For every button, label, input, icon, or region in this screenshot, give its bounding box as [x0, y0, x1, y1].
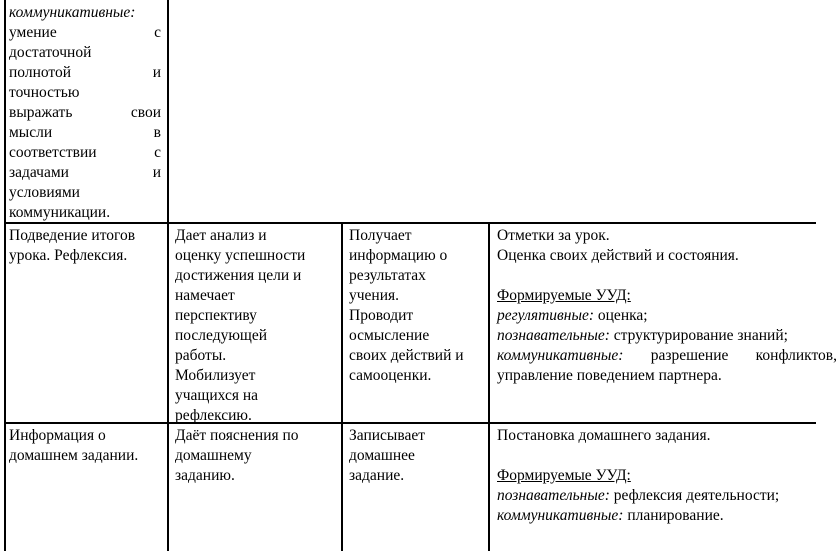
teacher-line: работы.	[175, 347, 227, 364]
summary-student-cell	[349, 226, 486, 386]
teacher-line: рефлексию.	[175, 407, 252, 424]
teacher-line: достижения цели и	[175, 267, 302, 284]
text-line: выражать свои	[9, 104, 161, 121]
table-divider-col2	[341, 222, 343, 551]
uud-comm-label: коммуникативные:	[9, 4, 136, 21]
teacher-line: Дает анализ и	[175, 227, 267, 244]
homework-stage-cell	[9, 426, 165, 466]
student-line: Получает	[349, 227, 412, 244]
uud-heading: Формируемые УУД:	[497, 467, 631, 484]
stage-line: урока. Рефлексия.	[9, 247, 128, 264]
stage-line: Подведение итогов	[9, 227, 136, 244]
teacher-line: Мобилизует	[175, 367, 256, 384]
summary-teacher-cell	[175, 226, 339, 426]
text-line: умение с	[9, 24, 161, 41]
teacher-line: домашнему	[175, 447, 252, 464]
student-line: осмысление	[349, 327, 430, 344]
teacher-line: оценку успешности	[175, 247, 306, 264]
uud-communicative-cont: управление поведением партнера.	[497, 367, 722, 384]
text-line: полнотой и	[9, 64, 161, 81]
student-line: задание.	[349, 467, 405, 484]
table-border-left	[4, 0, 6, 551]
student-line: домашнее	[349, 447, 415, 464]
uud-communicative: коммуникативные: разрешение конфликтов,	[497, 347, 837, 364]
text-line: точностью	[9, 84, 80, 101]
uud-cognitive: познавательные: рефлексия деятельности;	[497, 487, 780, 504]
homework-teacher-cell	[175, 426, 339, 486]
text-line: условиями	[9, 184, 80, 201]
homework-student-cell	[349, 426, 486, 486]
text-line: мысли в	[9, 124, 161, 141]
summary-stage-cell	[9, 226, 165, 266]
teacher-line: последующей	[175, 327, 268, 344]
uud-cognitive: познавательные: структурирование знаний;	[497, 327, 788, 344]
uud-regulative: регулятивные: оценка;	[497, 307, 648, 324]
student-line: Записывает	[349, 427, 425, 444]
text-line: соответствии с	[9, 144, 161, 161]
student-line: своих действий и	[349, 347, 464, 364]
homework-result-cell	[497, 426, 816, 526]
stage-line: домашнем задании.	[9, 447, 139, 464]
stage-line: Информация о	[9, 427, 106, 444]
teacher-line: Даёт пояснения по	[175, 427, 299, 444]
teacher-line: намечает	[175, 287, 235, 304]
table-divider-col3	[488, 222, 490, 551]
table-divider-col1	[167, 0, 169, 551]
teacher-line: перспективу	[175, 307, 257, 324]
uud-communicative: коммуникативные: планирование.	[497, 507, 724, 524]
result-line: Отметки за урок.	[497, 227, 610, 244]
result-line: Оценка своих действий и состояния.	[497, 247, 739, 264]
uud-heading: Формируемые УУД:	[497, 287, 631, 304]
text-line: задачами и	[9, 164, 161, 181]
top-row-uud-cell	[9, 3, 161, 223]
result-line: Постановка домашнего задания.	[497, 427, 711, 444]
student-line: результатах	[349, 267, 426, 284]
student-line: информацию о	[349, 247, 448, 264]
student-line: учения.	[349, 287, 400, 304]
teacher-line: заданию.	[175, 467, 235, 484]
text-line: коммуникации.	[9, 204, 111, 221]
table-row-divider-2	[4, 422, 816, 424]
summary-result-cell	[497, 226, 837, 386]
student-line: Проводит	[349, 307, 414, 324]
teacher-line: учащихся на	[175, 387, 259, 404]
text-line: достаточной	[9, 44, 92, 61]
student-line: самооценки.	[349, 367, 432, 384]
